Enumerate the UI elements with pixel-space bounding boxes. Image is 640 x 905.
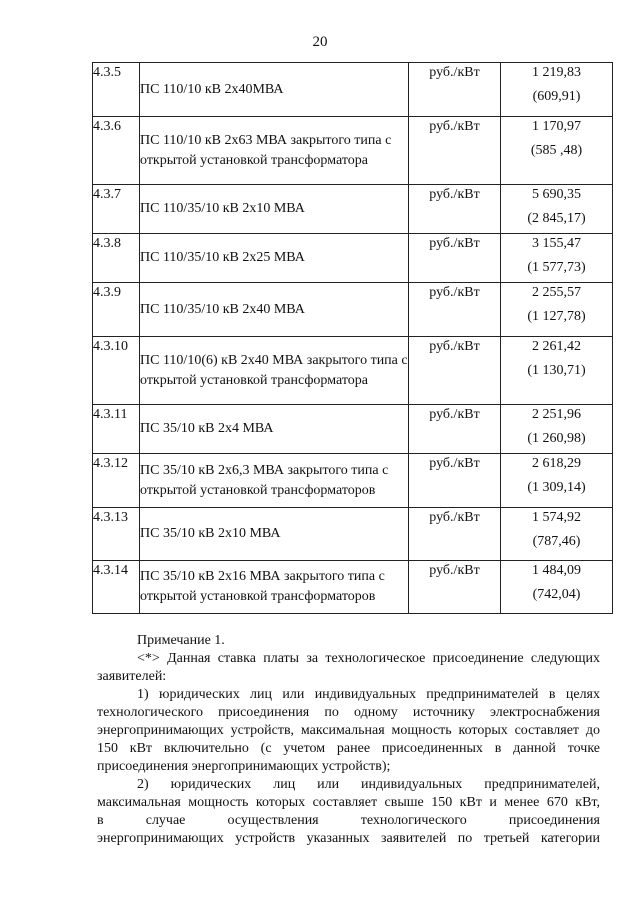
row-value-cell <box>501 185 613 234</box>
row-name: ПС 35/10 кВ 2х16 МВА закрытого типа с открытой установкой трансформаторов <box>140 569 385 604</box>
row-value: 1 484,09 <box>532 563 581 578</box>
row-name: ПС 110/35/10 кВ 2х10 МВА <box>140 201 305 216</box>
row-unit: руб./кВт <box>409 405 501 454</box>
row-name-cell <box>140 63 409 117</box>
row-value: 3 155,47 <box>532 236 581 251</box>
row-name-cell <box>140 117 409 185</box>
row-value: 1 574,92 <box>532 510 581 525</box>
row-value-alt: (1 309,14) <box>527 480 586 495</box>
row-value: 2 255,57 <box>532 285 581 300</box>
row-value-alt: (787,46) <box>532 534 581 549</box>
row-name-cell <box>140 405 409 454</box>
row-name: ПС 110/35/10 кВ 2х25 МВА <box>140 250 305 265</box>
row-name: ПС 110/10 кВ 2х40МВА <box>140 81 284 97</box>
row-number: 4.3.5 <box>93 63 140 117</box>
table-row <box>93 405 613 454</box>
row-name: ПС 35/10 кВ 2х4 МВА <box>140 421 274 436</box>
row-number: 4.3.10 <box>93 337 140 405</box>
row-value-cell <box>501 561 613 614</box>
row-name-cell <box>140 561 409 614</box>
row-number: 4.3.7 <box>93 185 140 234</box>
row-value: 2 618,29 <box>532 456 581 471</box>
row-value-cell <box>501 234 613 283</box>
note-intro: <*> Данная ставка платы за технологическое присоединение следующих заявителей: <box>97 651 600 684</box>
row-value-alt: (609,91) <box>532 89 581 104</box>
row-value-cell <box>501 405 613 454</box>
row-value-cell <box>501 117 613 185</box>
row-unit: руб./кВт <box>409 337 501 405</box>
row-name-cell <box>140 234 409 283</box>
note-item-2-line-4: энергопринимающих устройств указанных заявителей по третьей категории <box>97 831 600 846</box>
table-row <box>93 185 613 234</box>
row-number: 4.3.12 <box>93 454 140 508</box>
table-row <box>93 63 613 117</box>
row-value: 1 219,83 <box>532 65 581 80</box>
table-row <box>93 283 613 337</box>
row-name: ПС 35/10 кВ 2х6,3 МВА закрытого типа с открытой установкой трансформаторов <box>140 462 389 498</box>
row-unit: руб./кВт <box>409 63 501 117</box>
row-name-cell <box>140 454 409 508</box>
row-number: 4.3.6 <box>93 117 140 185</box>
row-name-cell <box>140 337 409 405</box>
row-value-alt: (1 260,98) <box>527 431 586 446</box>
row-value-alt: (2 845,17) <box>527 211 586 226</box>
table-row <box>93 508 613 561</box>
row-value-alt: (1 577,73) <box>527 260 586 275</box>
row-number: 4.3.14 <box>93 561 140 614</box>
row-name-cell <box>140 508 409 561</box>
row-name-cell <box>140 283 409 337</box>
row-value-cell <box>501 454 613 508</box>
notes-section <box>97 632 600 848</box>
row-number: 4.3.9 <box>93 283 140 337</box>
row-unit: руб./кВт <box>409 508 501 561</box>
row-value-alt: (585 ,48) <box>530 143 583 158</box>
row-name: ПС 35/10 кВ 2х10 МВА <box>140 526 281 541</box>
rates-table <box>92 62 613 614</box>
note-item-2-line-1: 2) юридических лиц или индивидуальных предпринимателей, <box>137 777 600 792</box>
row-value: 2 251,96 <box>532 407 581 422</box>
row-value-cell <box>501 508 613 561</box>
row-number: 4.3.8 <box>93 234 140 283</box>
row-value-alt: (1 127,78) <box>527 309 586 324</box>
row-name: ПС 110/35/10 кВ 2х40 МВА <box>140 301 305 317</box>
row-name-cell <box>140 185 409 234</box>
row-unit: руб./кВт <box>409 561 501 614</box>
row-value-cell <box>501 337 613 405</box>
note-title: Примечание 1. <box>137 633 225 648</box>
row-value: 5 690,35 <box>532 187 581 202</box>
row-unit: руб./кВт <box>409 454 501 508</box>
note-item-1: 1) юридических лиц или индивидуальных предпринимателей в целях технологического присоединения по одному источнику электроснабжения энергопринимающих устройств, максимальная мощность которых составляет до 150 кВт включительно (с учетом ранее присоединенных в данной точке присоединения энергопринимающих устройств); <box>97 687 600 774</box>
table-row <box>93 454 613 508</box>
note-item-2-line-3: в случае осуществления технологического присоединения <box>97 813 600 828</box>
table-row <box>93 561 613 614</box>
row-unit: руб./кВт <box>409 283 501 337</box>
rates-table-body <box>93 63 613 614</box>
row-value-cell <box>501 63 613 117</box>
row-value-alt: (1 130,71) <box>527 363 586 378</box>
row-name: ПС 110/10(6) кВ 2х40 МВА закрытого типа с открытой установкой трансформатора <box>140 352 408 388</box>
row-value-cell <box>501 283 613 337</box>
table-row <box>93 337 613 405</box>
row-number: 4.3.13 <box>93 508 140 561</box>
row-value: 2 261,42 <box>532 339 581 354</box>
row-value-alt: (742,04) <box>532 587 581 602</box>
page-number: 20 <box>312 34 328 50</box>
row-name: ПС 110/10 кВ 2х63 МВА закрытого типа с открытой установкой трансформатора <box>140 132 392 168</box>
row-value: 1 170,97 <box>532 119 581 134</box>
table-row <box>93 234 613 283</box>
note-item-2-line-2: максимальная мощность которых составляет свыше 150 кВт и менее 670 кВт, <box>97 795 600 810</box>
row-unit: руб./кВт <box>409 117 501 185</box>
table-row <box>93 117 613 185</box>
row-unit: руб./кВт <box>409 234 501 283</box>
row-number: 4.3.11 <box>93 405 140 454</box>
row-unit: руб./кВт <box>409 185 501 234</box>
